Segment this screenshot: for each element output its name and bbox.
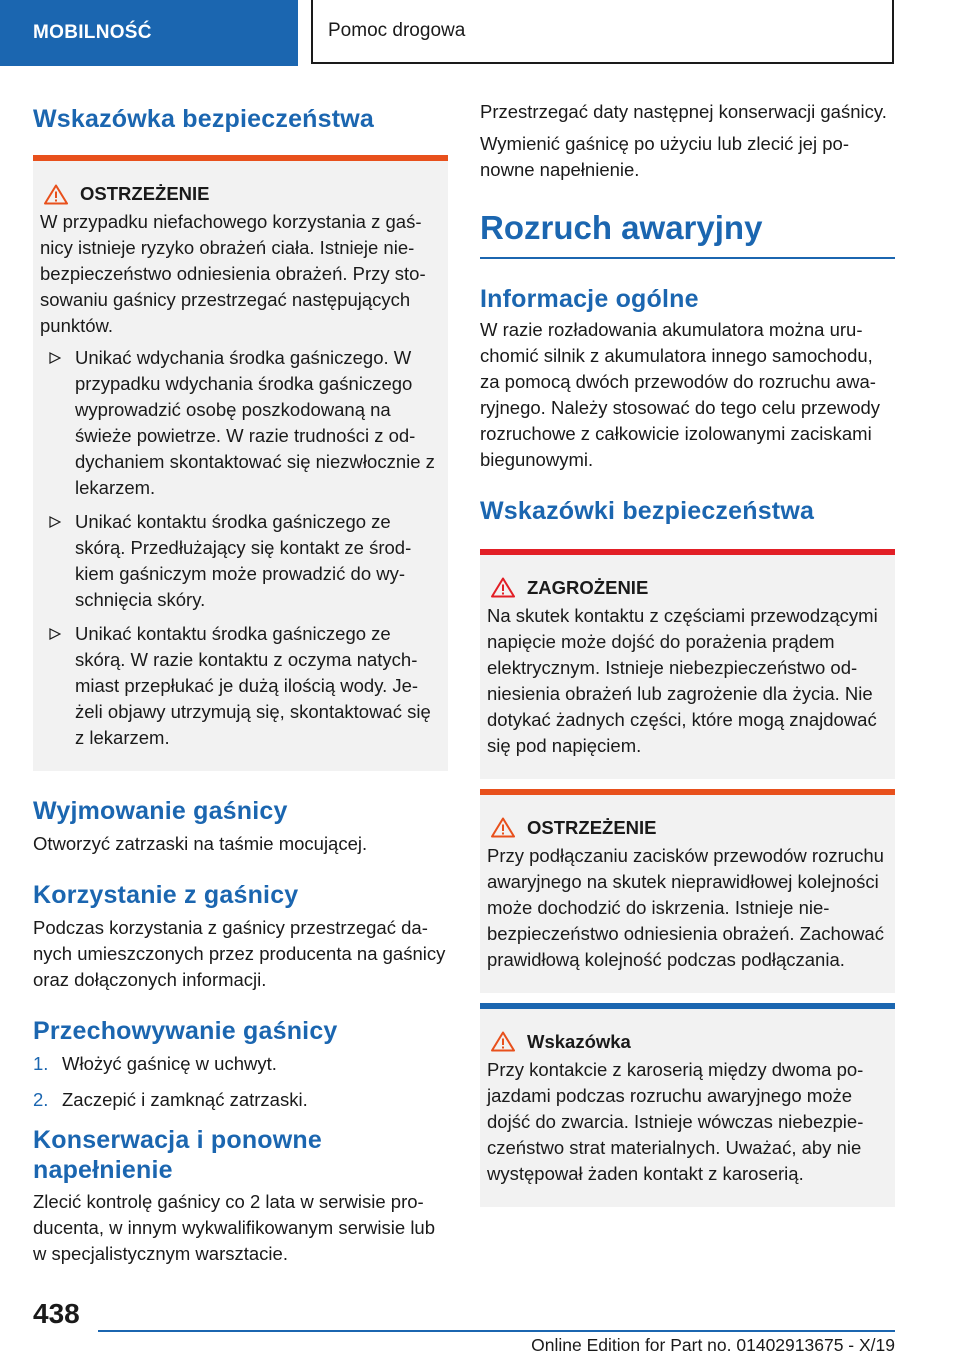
- list-item: [40, 345, 438, 501]
- page-number: 438: [33, 1298, 80, 1329]
- jump-safety-heading: Wskazówki bezpieczeństwa: [480, 496, 815, 525]
- danger-title: [487, 575, 885, 601]
- remove-text: Otworzyć zatrzaski na taśmie mocującej.: [33, 833, 368, 854]
- warning-triangle-icon: [44, 184, 68, 205]
- warning-triangle-icon: [491, 577, 515, 598]
- maintenance-text: Zlecić kontrolę gaśnicy co 2 lata w serwisie producenta, w innym wykwalifikowanym serwisie lub w specjalistycznym warsztacie.: [33, 1191, 436, 1264]
- warning-box: [480, 789, 895, 993]
- triangle-bullet-icon: [49, 352, 61, 364]
- note-text: Przy kontakcie z karoserią między dwoma pojazdami podczas rozruchu awaryjnego może dojść do zwarcia. Istnieje wówczas niebezpieczeństwo strat materialnych. Uważać, aby nie występował żaden kontakt z karoserią.: [487, 1058, 864, 1184]
- step-text: Zaczepić i zamknąć zatrzaski.: [62, 1089, 308, 1110]
- triangle-bullet-icon: [49, 516, 61, 528]
- note-title-text: Wskazówka: [527, 1030, 631, 1052]
- jump-start-heading: Rozruch awaryjny: [480, 209, 763, 246]
- note-title: [487, 1029, 885, 1055]
- section-tab: [0, 0, 298, 66]
- left-column: [33, 95, 448, 1267]
- right-column: [480, 95, 895, 1207]
- danger-box: [480, 549, 895, 779]
- chapter-tab: [311, 0, 894, 64]
- storage-heading: Przechowywanie gaśnicy: [33, 1017, 338, 1045]
- triangle-bullet-icon: [49, 628, 61, 640]
- warning-title: [40, 181, 438, 207]
- extinguisher-safety-heading: Wskazówka bezpieczeństwa: [33, 105, 375, 133]
- heading-rule: [480, 257, 895, 259]
- warning-text: W przypadku niefachowego korzystania z gaśnicy istnieje ryzyko obrażeń ciała. Istnieje niebezpieczeństwo odniesienia obrażeń. Przy stosowaniu gaśnicy przestrzegać następujących punktów.: [40, 211, 426, 336]
- warning-box: [33, 155, 448, 771]
- continued-text-1: Przestrzegać daty następnej konserwacji gaśnicy.: [480, 101, 887, 122]
- bullet-text: Unikać kontaktu środka gaśniczego ze skórą. Przedłużający się kontakt ze środkiem gaśniczym może prowadzić do wyschnięcia skóry.: [75, 511, 412, 610]
- list-item: [33, 1051, 448, 1077]
- warning-bullet-list: [40, 345, 438, 751]
- step-text: Włożyć gaśnicę w uchwyt.: [62, 1053, 277, 1074]
- storage-steps: [33, 1051, 448, 1113]
- footer-rule: [98, 1330, 895, 1332]
- warning-triangle-icon: [491, 817, 515, 838]
- remove-heading: Wyjmowanie gaśnicy: [33, 797, 288, 825]
- step-number: 1.: [33, 1053, 49, 1074]
- edition-text: Online Edition for Part no. 01402913675 - X/19: [531, 1335, 895, 1355]
- general-info-heading: Informacje ogólne: [480, 284, 699, 313]
- list-item: [40, 621, 438, 751]
- bullet-text: Unikać kontaktu środka gaśniczego ze skórą. W razie kontaktu z oczyma natychmiast przepłukać je dużą ilością wody. Jeżeli objawy utrzymują się, skontaktować się z lekarzem.: [75, 623, 431, 748]
- warning-title-text: OSTRZEŻENIE: [80, 183, 210, 204]
- general-info-text: W razie rozładowania akumulatora można uruchomić silnik z akumulatora innego samochodu, za pomocą dwóch przewodów do rozruchu awaryjnego. Należy stosować do tego celu przewody rozruchowe z całkowicie izolowanymi zaciskami biegunowymi.: [480, 318, 881, 470]
- warning-title-text: OSTRZEŻENIE: [527, 816, 657, 838]
- use-text: Podczas korzystania z gaśnicy przestrzegać danych umieszczonych przez producenta na gaśnicy oraz dołączonych informacji.: [33, 917, 446, 990]
- warning-triangle-icon: [491, 1031, 515, 1052]
- list-item: [40, 509, 438, 613]
- bullet-text: Unikać wdychania środka gaśniczego. W przypadku wdychania środka gaśniczego wyprowadzić osobę poszkodowaną na świeże powietrze. W razie trudności z oddychaniem skontaktować się niezwłocznie z lekarzem.: [75, 347, 435, 498]
- danger-title-text: ZAGROŻENIE: [527, 576, 649, 598]
- step-number: 2.: [33, 1089, 49, 1110]
- note-box: [480, 1003, 895, 1207]
- warning-title: [487, 815, 885, 841]
- continued-text-2: Wymienić gaśnicę po użyciu lub zlecić jej ponowne napełnienie.: [480, 133, 849, 180]
- chapter-label: Pomoc drogowa: [328, 20, 466, 41]
- maintenance-heading-line2: napełnienie: [33, 1156, 173, 1184]
- danger-text: Na skutek kontaktu z częściami przewodzącymi napięcie może dojść do porażenia prądem elektrycznym. Istnieje niebezpieczeństwo odniesienia obrażeń lub zagrożenie dla życia. Nie dotykać żadnych części, które mogą znajdować się pod napięciem.: [487, 604, 878, 756]
- list-item: [33, 1087, 448, 1113]
- use-heading: Korzystanie z gaśnicy: [33, 881, 299, 909]
- section-label: MOBILNOŚĆ: [33, 22, 152, 43]
- maintenance-heading: [33, 1125, 448, 1185]
- warning-text: Przy podłączaniu zacisków przewodów rozruchu awaryjnego na skutek nieprawidłowej kolejności może dochodzić do iskrzenia. Istnieje niebezpieczeństwo odniesienia obrażeń. Zachować prawidłową kolejność podczas podłączania.: [487, 844, 884, 970]
- maintenance-heading-line1: Konserwacja i ponowne: [33, 1126, 322, 1154]
